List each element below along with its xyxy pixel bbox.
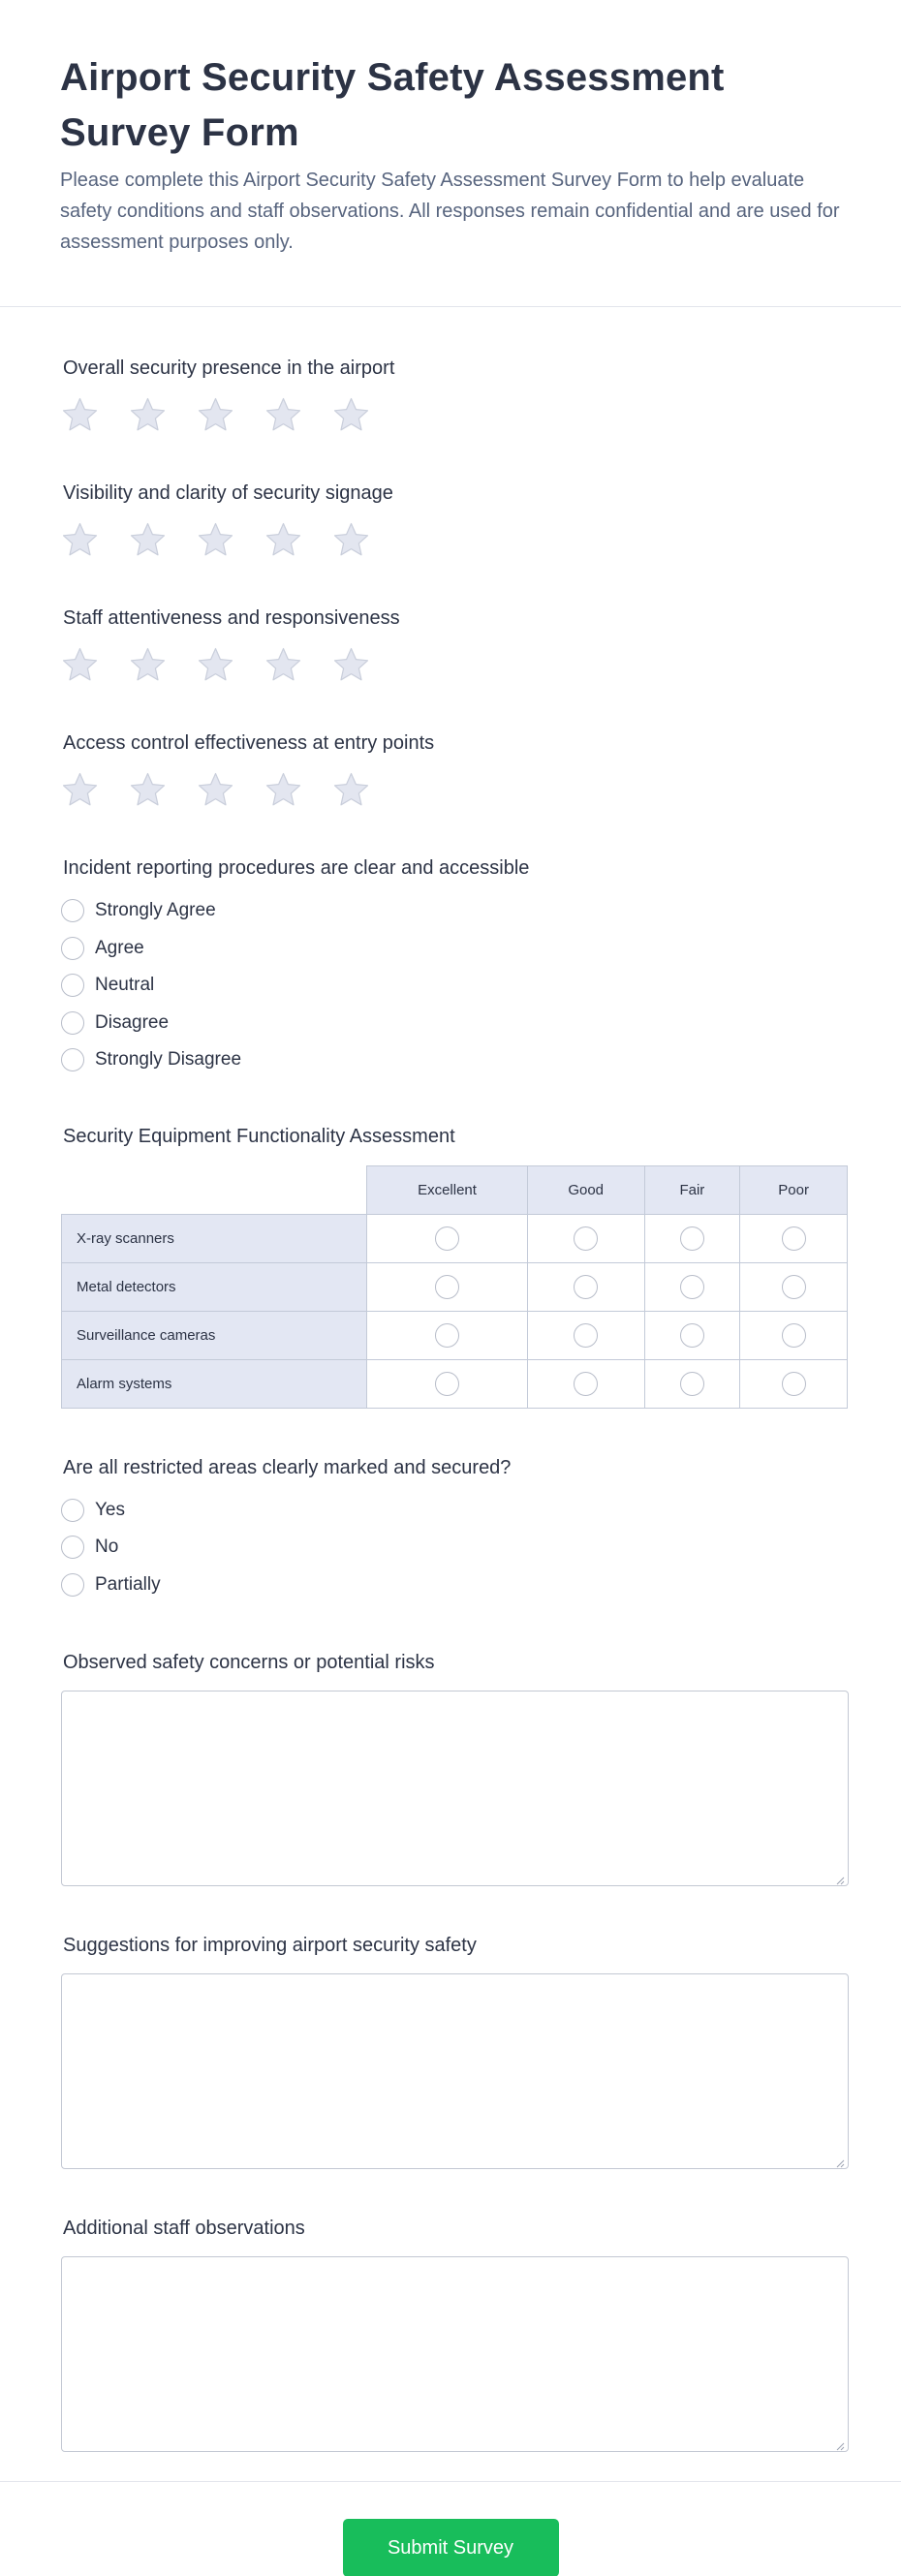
question-label: Incident reporting procedures are clear and accessible [63, 857, 530, 879]
star-icon[interactable] [197, 646, 234, 684]
matrix-radio[interactable] [680, 1275, 704, 1299]
radio-button[interactable] [61, 974, 84, 997]
incident-question [61, 855, 848, 1079]
page-description: Please complete this Airport Security Safety Assessment Survey Form to help evaluate safety conditions and staff observations. All responses remain confidential and are used for assessment purposes only. [60, 170, 840, 253]
rating-question [61, 730, 848, 809]
equipment-matrix [61, 1165, 848, 1409]
star-icon[interactable] [61, 521, 99, 559]
matrix-radio[interactable] [680, 1226, 704, 1251]
radio-button[interactable] [61, 899, 84, 922]
matrix-radio[interactable] [435, 1275, 459, 1299]
question-label: Suggestions for improving airport security safety [63, 1935, 477, 1956]
star-icon[interactable] [197, 521, 234, 559]
matrix-radio[interactable] [574, 1275, 598, 1299]
matrix-row [62, 1359, 848, 1408]
star-icon[interactable] [264, 521, 302, 559]
radio-option[interactable] [61, 930, 848, 968]
radio-label: Strongly Disagree [95, 1049, 242, 1071]
form-header [0, 0, 901, 307]
radio-button[interactable] [61, 1048, 84, 1071]
question-label: Visibility and clarity of security signage [63, 482, 393, 504]
textarea-question [61, 1650, 848, 1886]
resize-handle-icon[interactable] [835, 2156, 845, 2165]
submit-button[interactable]: Submit Survey [343, 2519, 559, 2576]
matrix-row [62, 1214, 848, 1262]
radio-button[interactable] [61, 1536, 84, 1559]
star-icon[interactable] [61, 396, 99, 434]
rating-question [61, 605, 848, 684]
matrix-row-label: X-ray scanners [62, 1214, 367, 1262]
survey-form [0, 356, 901, 2452]
star-icon[interactable] [332, 771, 370, 809]
matrix-radio[interactable] [435, 1323, 459, 1348]
matrix-row [62, 1311, 848, 1359]
radio-button[interactable] [61, 1573, 84, 1597]
restricted-radio-group [61, 1492, 848, 1604]
radio-option[interactable] [61, 967, 848, 1005]
radio-label: Yes [95, 1499, 125, 1520]
radio-option[interactable] [61, 1492, 848, 1530]
matrix-radio[interactable] [574, 1226, 598, 1251]
matrix-radio[interactable] [435, 1226, 459, 1251]
matrix-column-header: Poor [740, 1165, 848, 1214]
resize-handle-icon[interactable] [835, 2438, 845, 2448]
textarea-question [61, 1933, 848, 2169]
radio-label: Neutral [95, 975, 155, 996]
matrix-radio[interactable] [782, 1323, 806, 1348]
radio-button[interactable] [61, 1011, 84, 1035]
radio-option[interactable] [61, 1567, 848, 1604]
matrix-radio[interactable] [574, 1323, 598, 1348]
matrix-question [61, 1124, 848, 1409]
safety-concerns-textarea[interactable] [61, 1691, 849, 1886]
question-label: Access control effectiveness at entry points [63, 732, 435, 754]
radio-option[interactable] [61, 1041, 848, 1079]
radio-label: Disagree [95, 1011, 170, 1033]
radio-option[interactable] [61, 892, 848, 930]
radio-button[interactable] [61, 937, 84, 960]
matrix-radio[interactable] [680, 1323, 704, 1348]
page-title: Airport Security Safety Assessment Survey Form [60, 56, 725, 154]
matrix-radio[interactable] [782, 1275, 806, 1299]
question-label: Are all restricted areas clearly marked and secured? [63, 1456, 512, 1478]
matrix-radio[interactable] [782, 1226, 806, 1251]
matrix-column-header: Good [527, 1165, 644, 1214]
question-label: Observed safety concerns or potential risks [63, 1652, 435, 1673]
matrix-corner [62, 1165, 367, 1214]
staff-observations-textarea[interactable] [61, 2256, 849, 2452]
matrix-radio[interactable] [782, 1372, 806, 1396]
matrix-row-label: Alarm systems [62, 1359, 367, 1408]
restricted-question [61, 1455, 848, 1604]
matrix-row-label: Surveillance cameras [62, 1311, 367, 1359]
radio-label: No [95, 1536, 119, 1558]
question-label: Additional staff observations [63, 2218, 305, 2239]
rating-question [61, 356, 848, 434]
question-label: Staff attentiveness and responsiveness [63, 607, 400, 629]
incident-radio-group [61, 892, 848, 1079]
radio-label: Agree [95, 937, 144, 958]
star-icon[interactable] [332, 521, 370, 559]
star-icon[interactable] [197, 396, 234, 434]
matrix-row-label: Metal detectors [62, 1262, 367, 1311]
matrix-radio[interactable] [680, 1372, 704, 1396]
radio-label: Partially [95, 1573, 161, 1595]
star-icon[interactable] [332, 646, 370, 684]
radio-option[interactable] [61, 1529, 848, 1567]
star-icon[interactable] [264, 396, 302, 434]
star-rating [61, 521, 848, 559]
star-rating [61, 771, 848, 809]
star-icon[interactable] [129, 521, 167, 559]
star-rating [61, 396, 848, 434]
star-icon[interactable] [264, 646, 302, 684]
matrix-radio[interactable] [574, 1372, 598, 1396]
matrix-column-header: Excellent [367, 1165, 528, 1214]
star-icon[interactable] [129, 396, 167, 434]
star-icon[interactable] [61, 771, 99, 809]
textarea-question [61, 2216, 848, 2452]
form-footer [0, 2481, 901, 2576]
radio-label: Strongly Agree [95, 900, 216, 921]
star-icon[interactable] [332, 396, 370, 434]
matrix-radio[interactable] [435, 1372, 459, 1396]
star-icon[interactable] [197, 771, 234, 809]
radio-button[interactable] [61, 1499, 84, 1522]
star-icon[interactable] [61, 646, 99, 684]
question-label: Security Equipment Functionality Assessment [63, 1125, 455, 1147]
resize-handle-icon[interactable] [835, 1873, 845, 1882]
star-icon[interactable] [129, 771, 167, 809]
question-label: Overall security presence in the airport [63, 357, 395, 379]
matrix-column-header: Fair [644, 1165, 740, 1214]
star-icon[interactable] [264, 771, 302, 809]
matrix-row [62, 1262, 848, 1311]
star-rating [61, 646, 848, 684]
suggestions-textarea[interactable] [61, 1973, 849, 2169]
radio-option[interactable] [61, 1005, 848, 1042]
rating-question [61, 481, 848, 559]
star-icon[interactable] [129, 646, 167, 684]
